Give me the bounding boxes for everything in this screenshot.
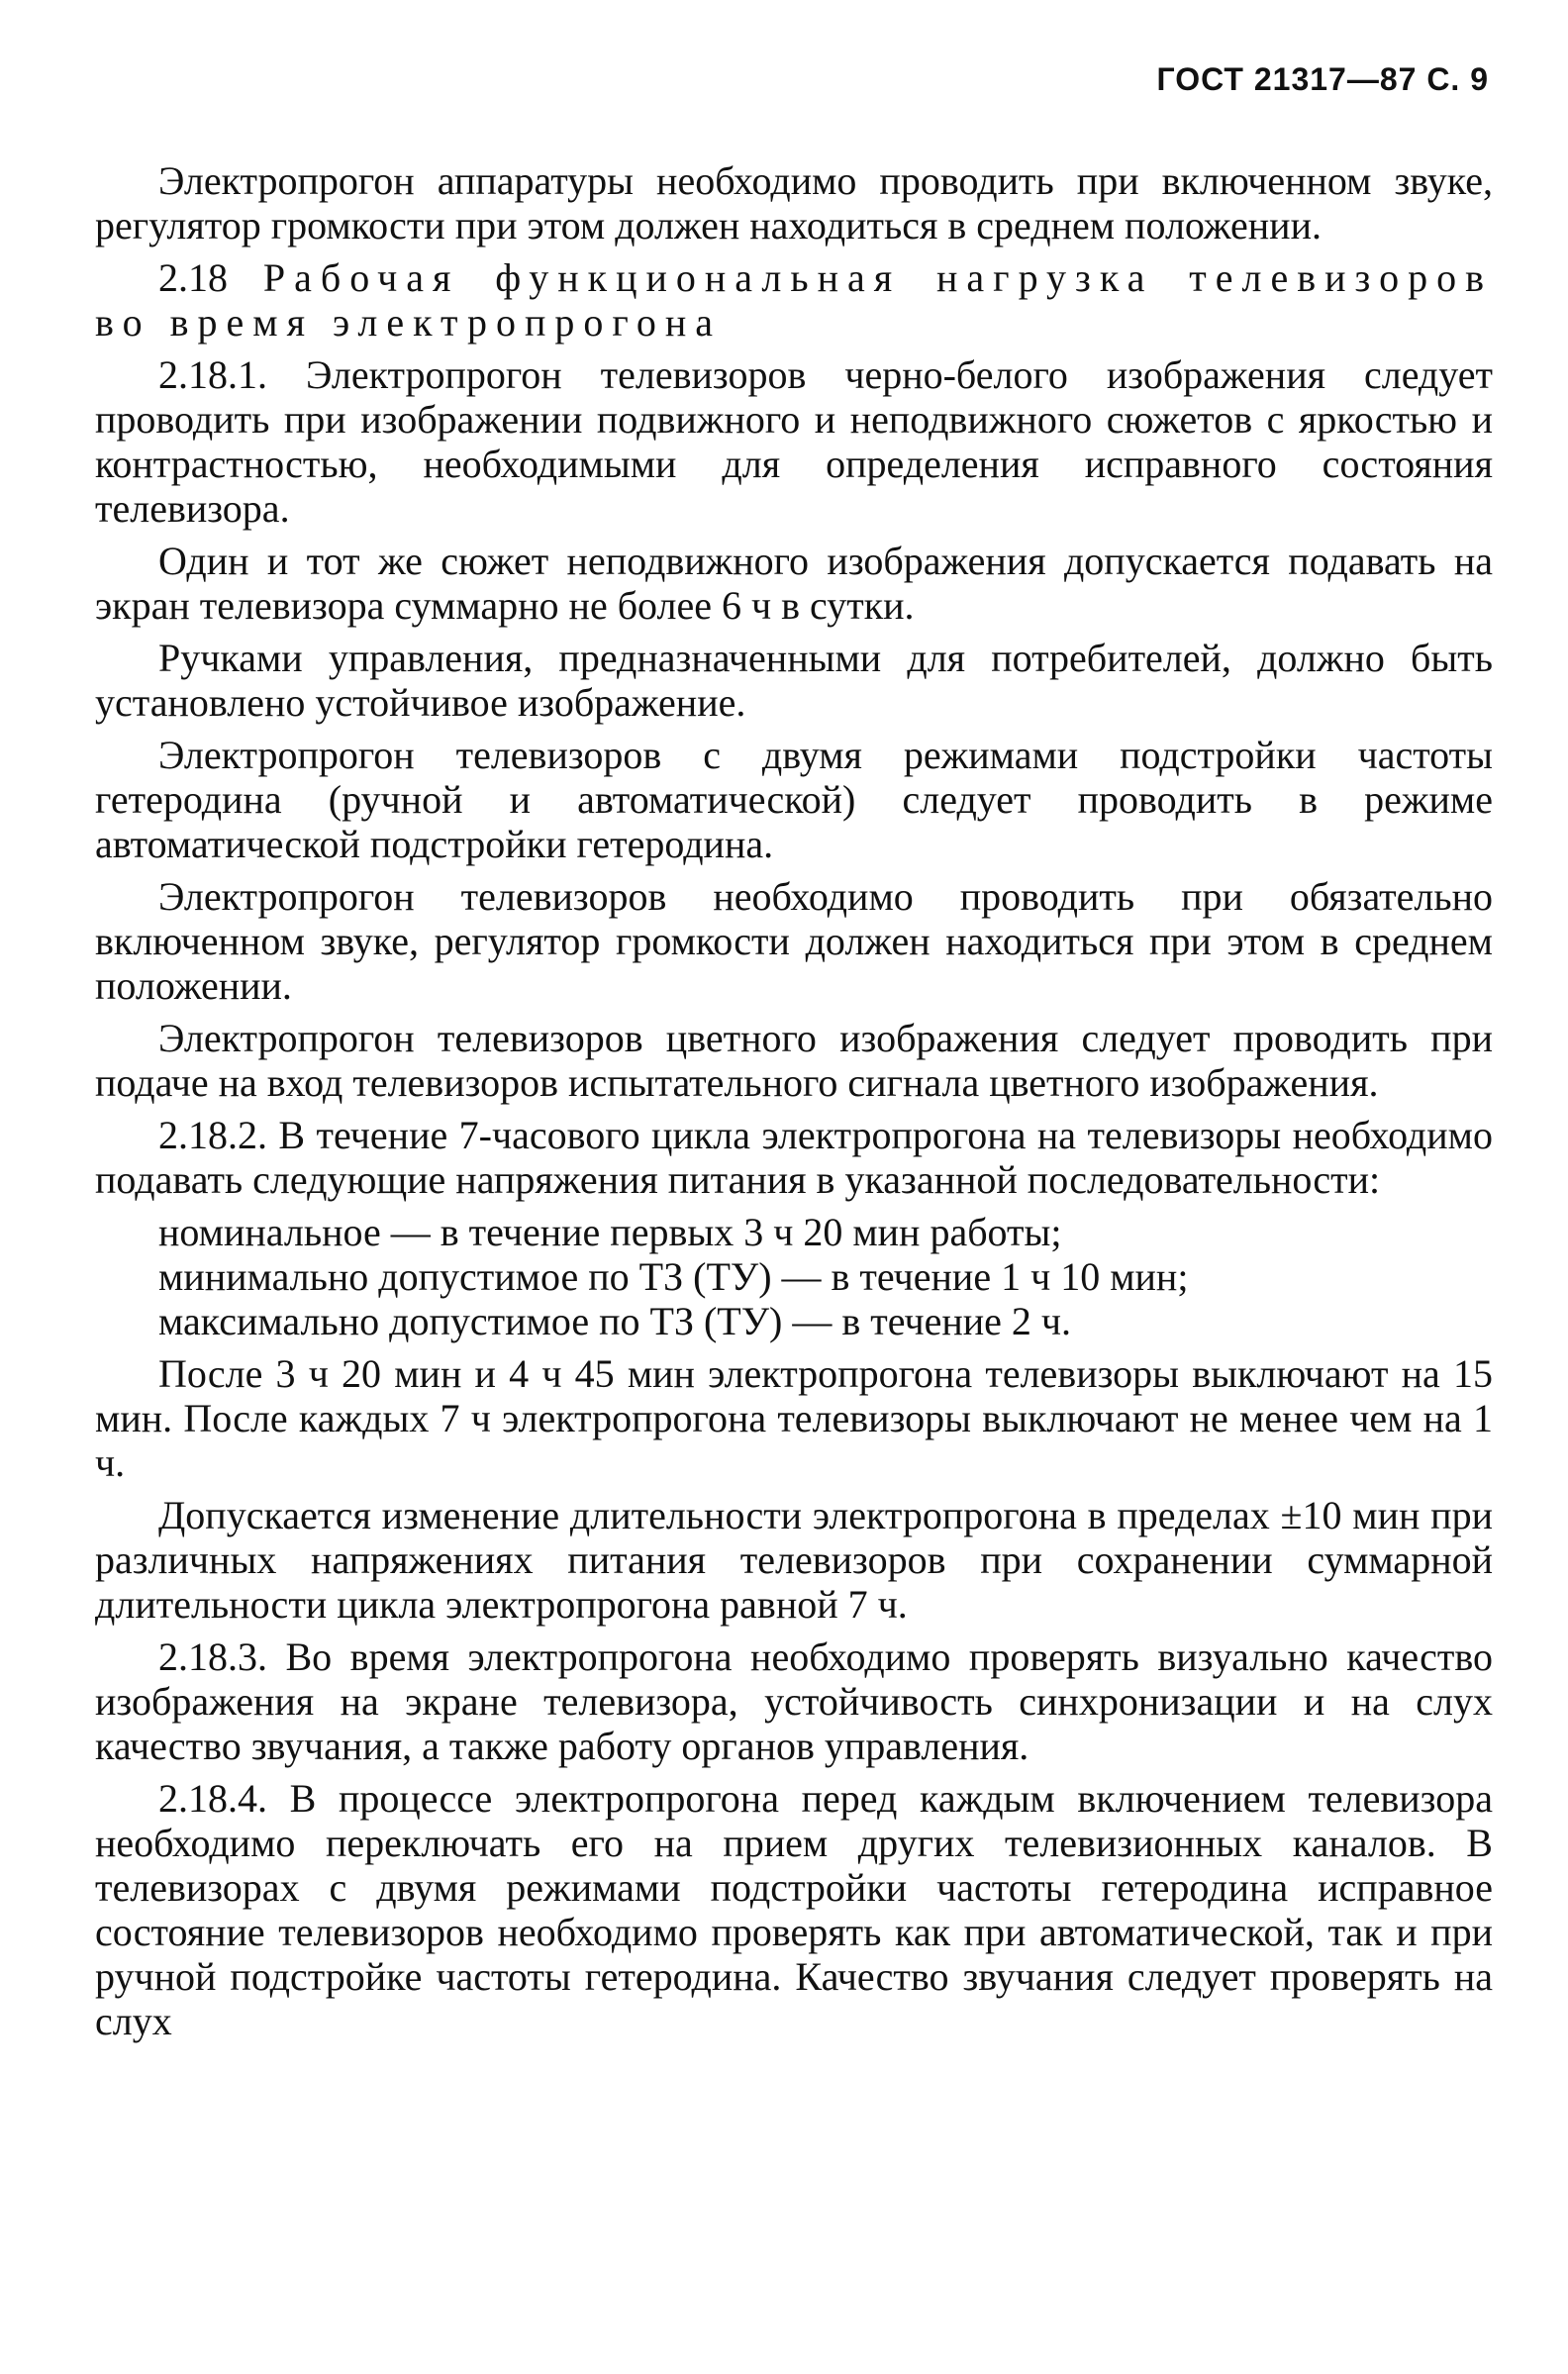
paragraph: 2.18.1. Электропрогон телевизоров черно-белого изображения следует проводить при изображении подвижного и неподвижного сюжетов с яркостью и контрастностью, необходимыми для определения исправного состояния телевизора. [95,352,1493,531]
paragraph: Ручками управления, предназначенными для потребителей, должно быть установлено устойчивое изображение. [95,636,1493,725]
paragraph: 2.18.2. В течение 7-часового цикла электропрогона на телевизоры необходимо подавать следующие напряжения питания в указанной последовательности: [95,1113,1493,1202]
section-number: 2.18 [158,255,228,300]
paragraph: 2.18.4. В процессе электропрогона перед каждым включением телевизора необходимо переключать его на прием других телевизионных каналов. В телевизорах с двумя режимами подстройки частоты гетеродина исправное состояние телевизоров необходимо проверять как при автоматической, так и при ручной подстройке частоты гетеродина. Качество звучания следует проверять на слух [95,1776,1493,2043]
paragraph: Электропрогон телевизоров цветного изображения следует проводить при подаче на вход телевизоров испытательного сигнала цветного изображения. [95,1016,1493,1105]
page-header: ГОСТ 21317—87 С. 9 [1156,61,1489,97]
paragraph: Электропрогон телевизоров с двумя режимами подстройки частоты гетеродина (ручной и автоматической) следует проводить в режиме автоматической подстройки гетеродина. [95,733,1493,866]
voltage-list [95,1210,1493,1343]
section-title: Рабочая функциональная нагрузка телевизоров во время электропрогона [95,255,1493,345]
paragraph: 2.18.3. Во время электропрогона необходимо проверять визуально качество изображения на экране телевизора, устойчивость синхронизации и на слух качество звучания, а также работу органов управления. [95,1634,1493,1768]
paragraph: После 3 ч 20 мин и 4 ч 45 мин электропрогона телевизоры выключают на 15 мин. После каждых 7 ч электропрогона телевизоры выключают не менее чем на 1 ч. [95,1351,1493,1485]
section-heading [95,255,1493,345]
paragraph: Допускается изменение длительности электропрогона в пределах ±10 мин при различных напряжениях питания телевизоров при сохранении суммарной длительности цикла электропрогона равной 7 ч. [95,1493,1493,1627]
list-item: максимально допустимое по ТЗ (ТУ) — в течение 2 ч. [158,1299,1072,1343]
list-item: минимально допустимое по ТЗ (ТУ) — в течение 1 ч 10 мин; [158,1254,1189,1299]
paragraph: Электропрогон аппаратуры необходимо проводить при включенном звуке, регулятор громкости при этом должен находиться в среднем положении. [95,158,1493,247]
document-body [95,158,1493,2051]
list-item: номинальное — в течение первых 3 ч 20 мин работы; [158,1210,1062,1254]
paragraph: Электропрогон телевизоров необходимо проводить при обязательно включенном звуке, регулятор громкости должен находиться при этом в среднем положении. [95,874,1493,1008]
paragraph: Один и тот же сюжет неподвижного изображения допускается подавать на экран телевизора суммарно не более 6 ч в сутки. [95,539,1493,628]
